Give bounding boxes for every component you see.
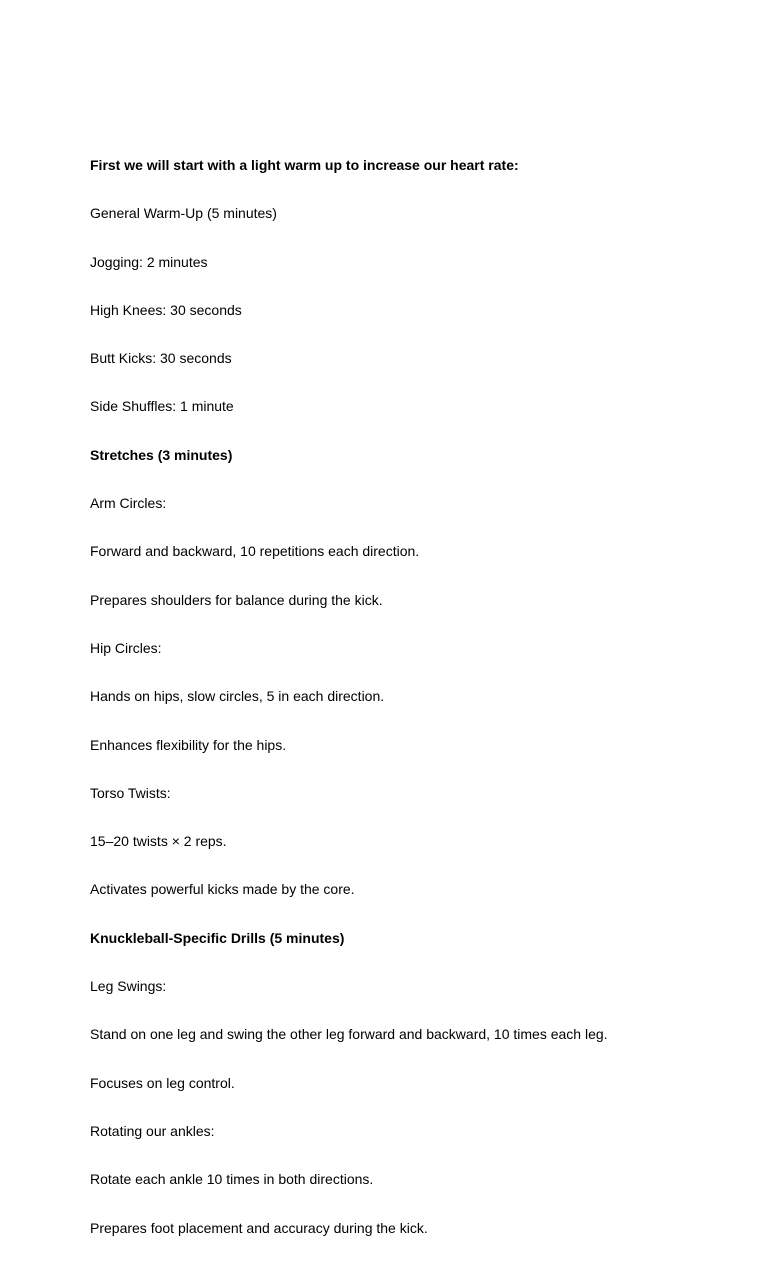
exercise-rotating-ankles: Rotating our ankles: bbox=[90, 1122, 215, 1139]
section-heading-knuckleball-drills: Knuckleball-Specific Drills (5 minutes) bbox=[90, 929, 345, 946]
torso-twists-benefit: Activates powerful kicks made by the core. bbox=[90, 881, 355, 898]
exercise-side-shuffles: Side Shuffles: 1 minute bbox=[90, 398, 234, 415]
exercise-torso-twists: Torso Twists: bbox=[90, 784, 171, 801]
document-body bbox=[90, 143, 730, 1268]
section-title-general-warm-up: General Warm-Up (5 minutes) bbox=[90, 205, 277, 222]
section-heading-stretches: Stretches (3 minutes) bbox=[90, 446, 233, 463]
torso-twists-instruction: 15–20 twists × 2 reps. bbox=[90, 833, 227, 850]
arm-circles-instruction: Forward and backward, 10 repetitions each direction. bbox=[90, 543, 420, 560]
exercise-butt-kicks: Butt Kicks: 30 seconds bbox=[90, 350, 232, 367]
exercise-jogging: Jogging: 2 minutes bbox=[90, 253, 208, 270]
exercise-leg-swings: Leg Swings: bbox=[90, 978, 167, 995]
exercise-arm-circles: Arm Circles: bbox=[90, 495, 167, 512]
exercise-high-knees: High Knees: 30 seconds bbox=[90, 301, 242, 318]
arm-circles-benefit: Prepares shoulders for balance during the kick. bbox=[90, 591, 383, 608]
intro-heading: First we will start with a light warm up to increase our heart rate: bbox=[90, 157, 519, 173]
leg-swings-instruction: Stand on one leg and swing the other leg forward and backward, 10 times each leg. bbox=[90, 1026, 608, 1043]
hip-circles-benefit: Enhances flexibility for the hips. bbox=[90, 736, 287, 753]
hip-circles-instruction: Hands on hips, slow circles, 5 in each direction. bbox=[90, 688, 385, 705]
rotating-ankles-benefit: Prepares foot placement and accuracy during the kick. bbox=[90, 1219, 428, 1236]
leg-swings-benefit: Focuses on leg control. bbox=[90, 1074, 235, 1091]
rotating-ankles-instruction: Rotate each ankle 10 times in both directions. bbox=[90, 1171, 374, 1188]
exercise-hip-circles: Hip Circles: bbox=[90, 639, 162, 656]
